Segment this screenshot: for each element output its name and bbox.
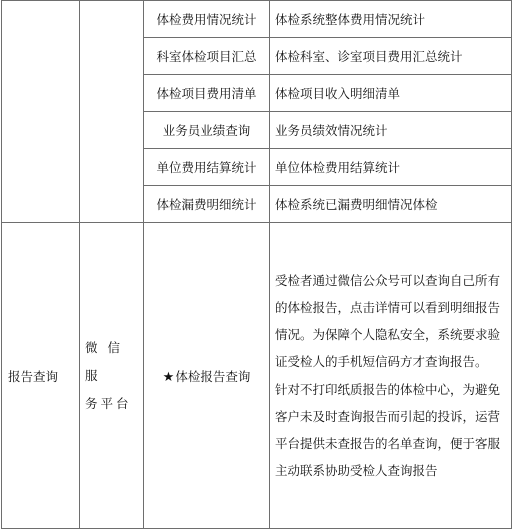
table-row xyxy=(2,223,512,529)
function-label: 体检报告查询 xyxy=(175,368,251,384)
description-paragraph-2 xyxy=(275,376,509,485)
description-cell xyxy=(270,223,512,529)
description-paragraph-1 xyxy=(275,267,509,376)
description-line: 证受检人的手机短信码方才查询报告。 xyxy=(275,354,488,370)
description-line: 平台提供未查报告的名单查询，便于客服 xyxy=(275,435,501,451)
description-cell: 单位体检费用结算统计 xyxy=(270,149,512,186)
description-cell: 体检项目收入明细清单 xyxy=(270,75,512,112)
description-cell: 体检系统整体费用情况统计 xyxy=(270,1,512,38)
description-line: 受检者通过微信公众号可以查询自己所有 xyxy=(275,272,501,288)
description-cell: 体检系统已漏费明细情况体检 xyxy=(270,186,512,223)
description-cell: 体检科室、诊室项目费用汇总统计 xyxy=(270,38,512,75)
description-line: 主动联系协助受检人查询报告 xyxy=(275,463,438,479)
function-cell: 业务员业绩查询 xyxy=(144,112,270,149)
platform-cell xyxy=(80,223,144,529)
star-icon: ★ xyxy=(162,369,175,385)
platform-line-1: 微 信 服 xyxy=(85,339,123,383)
description-line: 的体检报告，点击详情可以看到明细报告 xyxy=(275,299,501,315)
function-cell: 单位费用结算统计 xyxy=(144,149,270,186)
empty-platform-cell xyxy=(80,1,144,223)
table-row xyxy=(2,1,512,38)
function-cell: 体检费用情况统计 xyxy=(144,1,270,38)
description-line: 针对不打印纸质报告的体检中心，为避免 xyxy=(275,381,501,397)
category-cell: 报告查询 xyxy=(2,223,80,529)
function-cell: 科室体检项目汇总 xyxy=(144,38,270,75)
platform-line-2: 务平台 xyxy=(85,395,132,411)
description-line: 客户未及时查询报告而引起的投诉，运营 xyxy=(275,408,501,424)
spec-table xyxy=(1,0,512,529)
function-cell: 体检项目费用清单 xyxy=(144,75,270,112)
function-cell xyxy=(144,223,270,529)
empty-category-cell xyxy=(2,1,80,223)
description-cell: 业务员绩效情况统计 xyxy=(270,112,512,149)
description-line: 情况。为保障个人隐私安全，系统要求验 xyxy=(275,327,501,343)
function-cell: 体检漏费明细统计 xyxy=(144,186,270,223)
